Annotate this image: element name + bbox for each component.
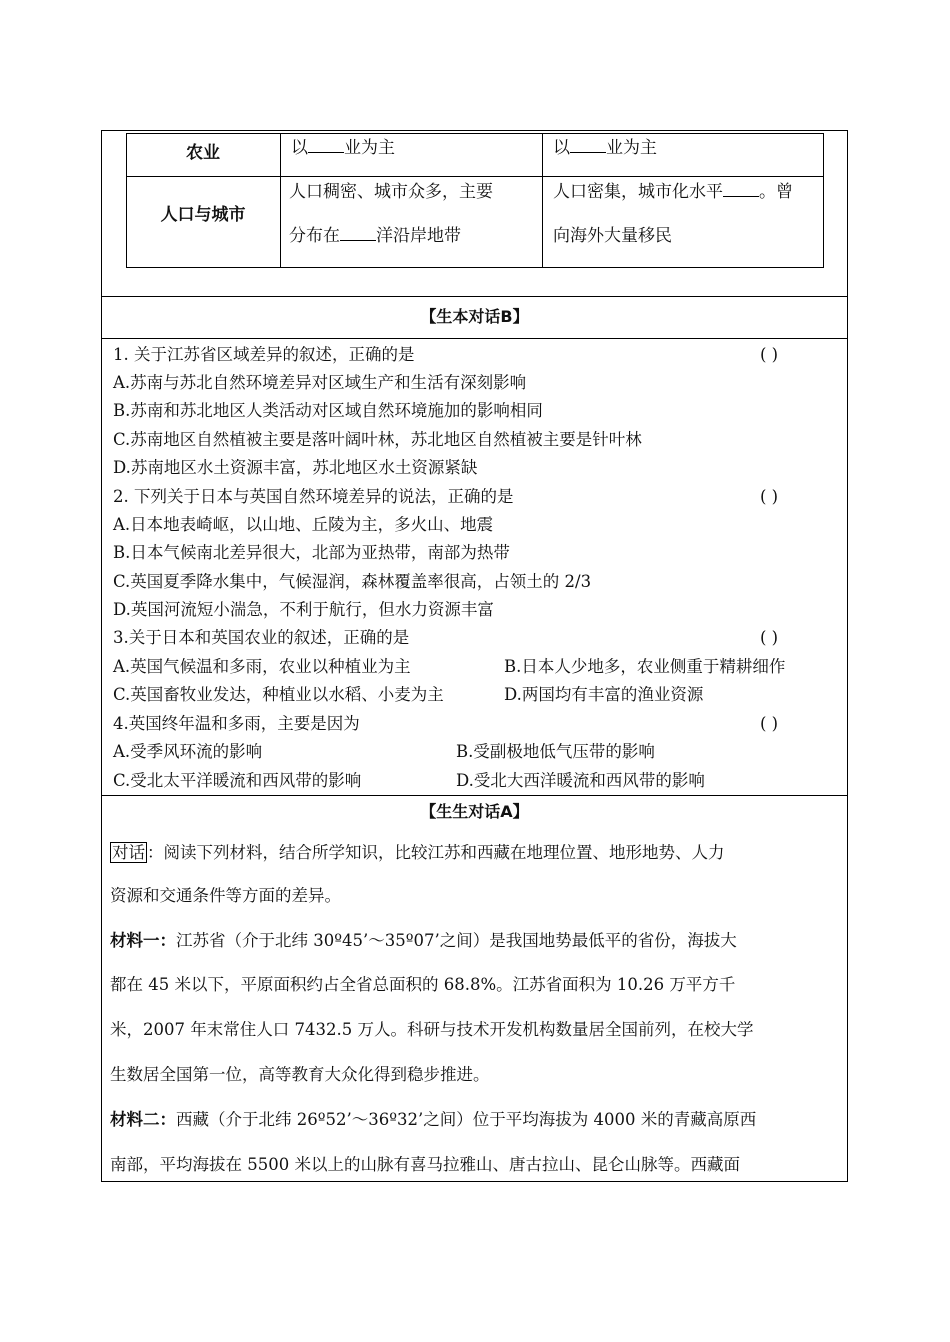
- fill-blank[interactable]: [723, 178, 759, 197]
- population-right-cell: [553, 170, 793, 258]
- dialog-text: ：阅读下列材料，结合所学知识，比较江苏和西藏在地理位置、地形地势、人力: [147, 843, 725, 862]
- answer-paren[interactable]: ( ): [760, 628, 779, 647]
- material-2-label: 材料二：: [110, 1110, 176, 1129]
- divider: [101, 795, 848, 796]
- cell-text: 业为主: [606, 138, 657, 158]
- cell-text: 洋沿岸地带: [376, 226, 461, 246]
- material-text: 江苏省（介于北纬 30º45’～35º07’之间）是我国地势最低平的省份，海拔大: [176, 931, 737, 950]
- cell-text: 以: [553, 138, 570, 158]
- q4-option-a[interactable]: A.受季风环流的影响: [113, 742, 263, 761]
- q2-option-b[interactable]: B.日本气候南北差异很大，北部为亚热带，南部为热带: [113, 543, 510, 562]
- section-title-b: 【生本对话B】: [420, 307, 529, 326]
- cell-text: 人口稠密、城市众多，主要: [289, 182, 493, 202]
- question-1-stem: 1. 关于江苏省区域差异的叙述，正确的是: [113, 345, 415, 364]
- cell-text: 。曾: [759, 182, 793, 202]
- q2-option-a[interactable]: A.日本地表崎岖，以山地、丘陵为主，多火山、地震: [113, 515, 494, 534]
- fill-blank[interactable]: [340, 222, 376, 241]
- table-col-divider: [280, 133, 281, 268]
- q1-option-d[interactable]: D.苏南地区水土资源丰富，苏北地区水土资源紧缺: [113, 458, 478, 477]
- row-label-agriculture: 农业: [186, 143, 220, 163]
- q2-option-c[interactable]: C.英国夏季降水集中，气候湿润，森林覆盖率很高，占领土的 2/3: [113, 572, 592, 591]
- agriculture-left-cell: [291, 131, 395, 165]
- material-1-line-4: 生数居全国第一位，高等教育大众化得到稳步推进。: [110, 1065, 490, 1084]
- table-col-divider: [542, 133, 543, 268]
- q4-option-b[interactable]: B.受副极地低气压带的影响: [456, 742, 655, 761]
- material-2-line-2: 南部，平均海拔在 5500 米以上的山脉有喜马拉雅山、唐古拉山、昆仑山脉等。西藏面: [110, 1155, 740, 1174]
- answer-paren[interactable]: ( ): [760, 345, 779, 364]
- q3-option-d[interactable]: D.两国均有丰富的渔业资源: [504, 685, 704, 704]
- q3-option-b[interactable]: B.日本人少地多，农业侧重于精耕细作: [504, 657, 786, 676]
- material-1-label: 材料一：: [110, 931, 176, 950]
- cell-text: 人口密集，城市化水平: [553, 182, 723, 202]
- q1-option-b[interactable]: B.苏南和苏北地区人类活动对区域自然环境施加的影响相同: [113, 401, 543, 420]
- material-text: 西藏（介于北纬 26º52’～36º32’之间）位于平均海拔为 4000 米的青藏高原西: [176, 1110, 757, 1129]
- fill-blank[interactable]: [308, 134, 344, 153]
- q3-option-c[interactable]: C.英国畜牧业发达，种植业以水稻、小麦为主: [113, 685, 444, 704]
- q2-option-d[interactable]: D.英国河流短小湍急，不利于航行，但水力资源丰富: [113, 600, 494, 619]
- q1-option-c[interactable]: C.苏南地区自然植被主要是落叶阔叶林，苏北地区自然植被主要是针叶林: [113, 430, 642, 449]
- answer-paren[interactable]: ( ): [760, 487, 779, 506]
- cell-text: 向海外大量移民: [553, 226, 672, 246]
- dialog-line-2: 资源和交通条件等方面的差异。: [110, 886, 341, 905]
- q1-option-a[interactable]: A.苏南与苏北自然环境差异对区域生产和生活有深刻影响: [113, 373, 527, 392]
- section-title-a: 【生生对话A】: [420, 802, 529, 821]
- cell-text: 以: [291, 138, 308, 158]
- answer-paren[interactable]: ( ): [760, 714, 779, 733]
- dialog-label: 对话: [112, 843, 145, 862]
- material-1-line: [110, 931, 840, 951]
- question-2-stem: 2. 下列关于日本与英国自然环境差异的说法，正确的是: [113, 487, 514, 506]
- population-left-cell: [289, 170, 493, 258]
- dialog-line: [110, 843, 840, 863]
- fill-blank[interactable]: [570, 134, 606, 153]
- divider: [101, 338, 848, 339]
- cell-text: 分布在: [289, 226, 340, 246]
- material-2-line: [110, 1110, 840, 1130]
- divider: [101, 296, 848, 297]
- agriculture-right-cell: [553, 131, 657, 165]
- q3-option-a[interactable]: A.英国气候温和多雨，农业以种植业为主: [113, 657, 411, 676]
- question-4-stem: 4.英国终年温和多雨，主要是因为: [113, 714, 360, 733]
- material-1-line-2: 都在 45 米以下，平原面积约占全省总面积的 68.8%。江苏省面积为 10.26 万平方千: [110, 975, 736, 994]
- cell-text: 业为主: [344, 138, 395, 158]
- row-label-population-city: 人口与城市: [160, 205, 246, 225]
- material-1-line-3: 米，2007 年末常住人口 7432.5 万人。科研与技术开发机构数量居全国前列，在校大学: [110, 1020, 754, 1039]
- q4-option-d[interactable]: D.受北大西洋暖流和西风带的影响: [456, 771, 705, 790]
- question-3-stem: 3.关于日本和英国农业的叙述，正确的是: [113, 628, 410, 647]
- q4-option-c[interactable]: C.受北太平洋暖流和西风带的影响: [113, 771, 362, 790]
